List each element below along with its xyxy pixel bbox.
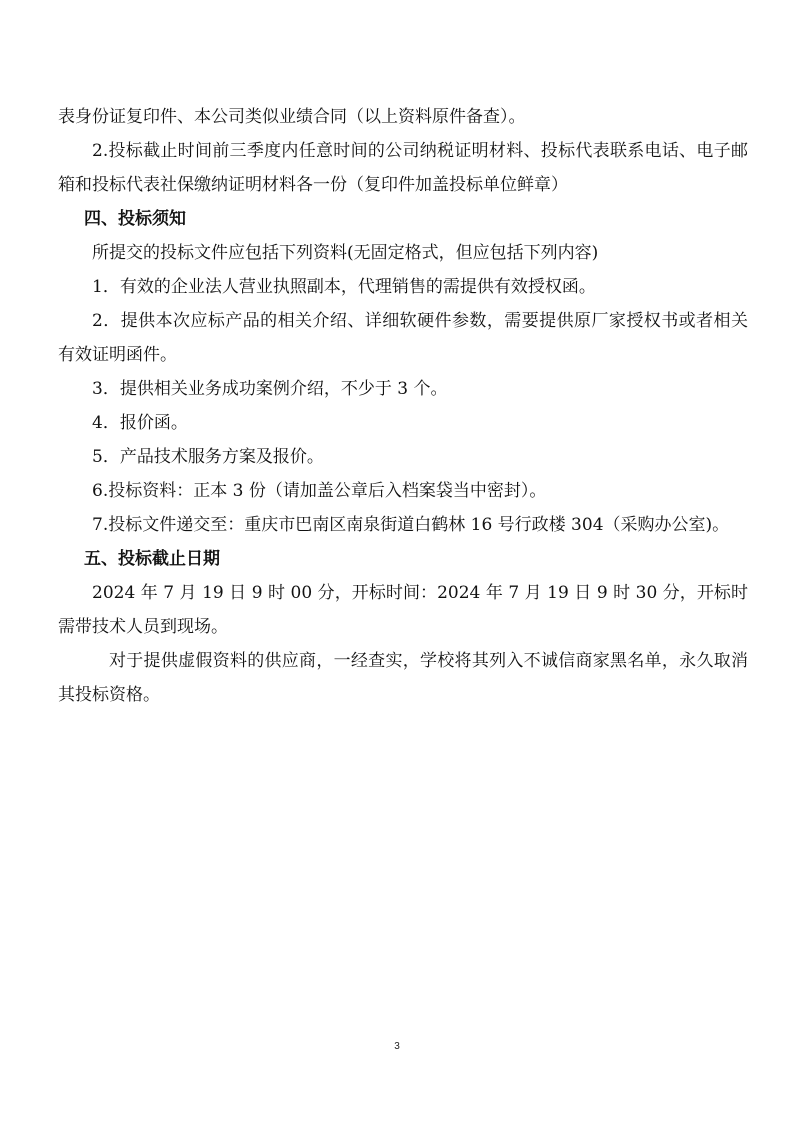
paragraph-tax-proof: 2.投标截止时间前三季度内任意时间的公司纳税证明材料、投标代表联系电话、电子邮箱和投标代表社保缴纳证明材料各一份（复印件加盖投标单位鲜章） (58, 141, 748, 195)
section-heading-bid-notice: 四、投标须知 (84, 209, 186, 229)
section-heading-deadline: 五、投标截止日期 (84, 549, 220, 569)
document-body (58, 100, 748, 712)
page-number: 3 (394, 1041, 400, 1052)
list-item-bid-copies: 6.投标资料：正本 3 份（请加盖公章后入档案袋当中密封）。 (92, 481, 547, 501)
paragraph-deadline-time: 2024 年 7 月 19 日 9 时 00 分，开标时间：2024 年 7 月 19 日 9 时 30 分，开标时需带技术人员到现场。 (58, 583, 748, 637)
paragraph-false-info-warning: 对于提供虚假资料的供应商，一经查实，学校将其列入不诚信商家黑名单，永久取消其投标资格。 (58, 651, 748, 705)
paragraph-bid-docs-intro: 所提交的投标文件应包括下列资料(无固定格式，但应包括下列内容) (92, 243, 599, 263)
paragraph-id-copies: 表身份证复印件、本公司类似业绩合同（以上资料原件备查）。 (58, 107, 526, 127)
list-item-quotation-letter: 4．报价函。 (92, 413, 188, 433)
list-item-case-studies: 3．提供相关业务成功案例介绍，不少于 3 个。 (92, 379, 448, 399)
list-item-service-plan: 5．产品技术服务方案及报价。 (92, 447, 324, 467)
list-item-business-license: 1．有效的企业法人营业执照副本，代理销售的需提供有效授权函。 (92, 277, 596, 297)
list-item-product-info: 2．提供本次应标产品的相关介绍、详细软硬件参数，需要提供原厂家授权书或者相关有效证明函件。 (58, 311, 748, 365)
list-item-submission-address: 7.投标文件递交至：重庆市巴南区南泉街道白鹤林 16 号行政楼 304（采购办公室)。 (92, 515, 730, 535)
